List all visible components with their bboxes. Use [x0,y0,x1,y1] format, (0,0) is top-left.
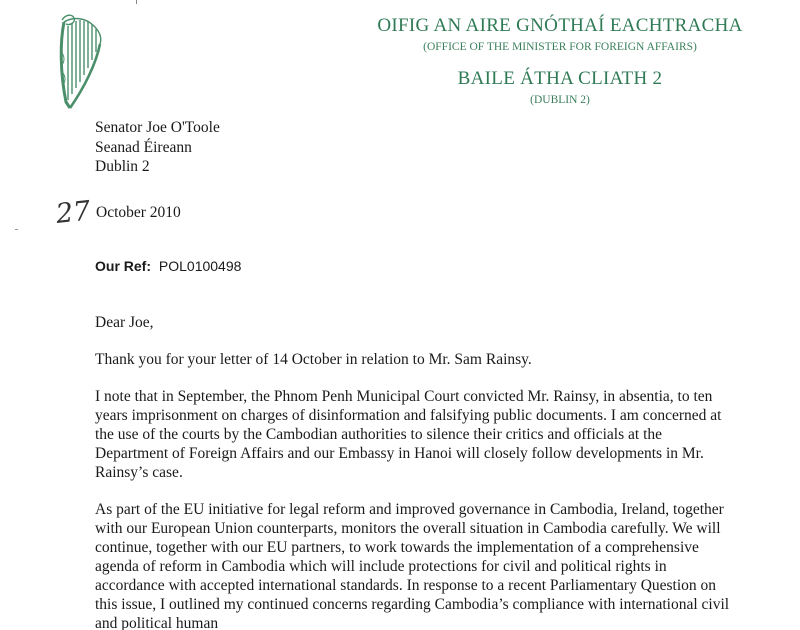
paragraph: Thank you for your letter of 14 October in relation to Mr. Sam Rainsy. [95,351,532,368]
city-name-english: (DUBLIN 2) [530,94,590,106]
recipient-line: Seanad Éireann [95,138,192,156]
paragraph: As part of the EU initiative for legal reform and improved governance in Cambodia, Ireland, together with our European Union counterparts, monitors the overall situation in Cambodia carefully. We will continue, together with our EU partners, to work towards the implementation of a comprehensive agenda of reform in Cambodia which will include protections for civil and political rights in accordance with accepted international standards. In response to a recent Parliamentary Question on this issue, I outlined my continued concerns regarding Cambodia’s compliance with international civil and political human [95,501,730,630]
reference-label: Our Ref: [95,258,151,274]
city-name-irish: BAILE ÁTHA CLIATH 2 [457,68,663,89]
paragraph: I note that in September, the Phnom Penh Municipal Court convicted Mr. Rainsy, in absentia, to ten years imprisonment on charges of disinformation and falsifying public documents. I am concerned at the use of the courts by the Cambodian authorities to silence their critics and officials at the Department of Foreign Affairs and our Embassy in Hanoi will closely follow developments in Mr. Rainsy’s case. [95,388,722,481]
scan-mark [15,229,18,230]
harp-icon [56,12,108,112]
recipient-name: Senator Joe O'Toole [95,119,220,136]
reference-value: POL0100498 [158,258,242,274]
handwritten-day: 27 [54,195,92,230]
date-month-year: October 2010 [96,204,181,221]
salutation: Dear Joe, [95,314,154,331]
scan-mark [136,0,137,4]
letterhead [350,14,770,108]
reference-line [95,258,241,274]
recipient-address [95,118,220,177]
letter-date [56,196,181,230]
letter-body [95,313,735,630]
recipient-line: Dublin 2 [95,158,150,175]
department-name-irish: OIFIG AN AIRE GNÓTHAÍ EACHTRACHA [377,15,743,36]
department-name-english: (OFFICE OF THE MINISTER FOR FOREIGN AFFAIRS) [423,41,697,53]
